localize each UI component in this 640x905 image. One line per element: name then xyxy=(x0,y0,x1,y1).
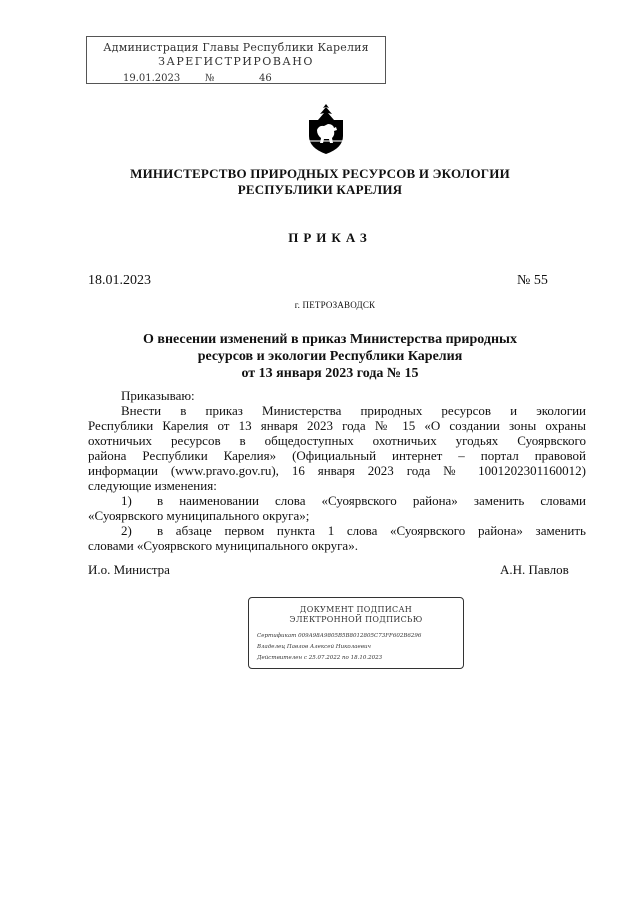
signatory-position: И.о. Министра xyxy=(88,562,170,577)
list-item-number: 1) xyxy=(121,493,132,508)
order-title xyxy=(60,331,600,382)
esig-certificate: Сертификат 009А98А9805В5В8012805С73FF602В6296 xyxy=(257,633,422,639)
stamp-date: 19.01.2023 xyxy=(123,73,181,84)
title-line2: ресурсов и экологии Республики Карелия xyxy=(197,349,463,364)
list-item-line: «Суоярвского муниципального округа»; xyxy=(88,508,310,523)
stamp-number: 46 xyxy=(259,73,272,84)
ministry-name-line1: МИНИСТЕРСТВО ПРИРОДНЫХ РЕСУРСОВ И ЭКОЛОГИИ xyxy=(130,166,510,181)
paragraph-line: Внести в приказ Министерства природных ресурсов и экологии xyxy=(121,403,586,418)
paragraph-line: следующие изменения: xyxy=(88,478,217,493)
esig-owner: Владелец Павлов Алексей Николаевич xyxy=(257,644,371,650)
stamp-authority: Администрация Главы Республики Карелия xyxy=(103,41,369,54)
order-word: Приказываю: xyxy=(121,388,195,403)
stamp-number-label: № xyxy=(205,73,215,84)
paragraph-line: Республики Карелия от 13 января 2023 года № 15 «О создании зоны охраны xyxy=(88,418,586,433)
paragraph-line: района Республики Карелия» (Официальный интернет – портал правовой xyxy=(88,448,586,463)
stamp-registered: ЗАРЕГИСТРИРОВАНО xyxy=(158,55,314,68)
coat-of-arms-icon xyxy=(303,104,349,154)
paragraph-line: охотничьих ресурсов в общедоступных охотничьих угодьях Суоярвского xyxy=(88,433,586,448)
ministry-header xyxy=(60,166,580,198)
esig-header-line1: ДОКУМЕНТ ПОДПИСАН xyxy=(299,605,413,614)
esig-validity: Действителен с 25.07.2022 по 18.10.2023 xyxy=(257,655,383,661)
esig-header-line2: ЭЛЕКТРОННОЙ ПОДПИСЬЮ xyxy=(289,615,423,624)
title-line3: от 13 января 2023 года № 15 xyxy=(241,366,419,381)
ministry-name-line2: РЕСПУБЛИКИ КАРЕЛИЯ xyxy=(237,182,403,197)
paragraph-line: информации (www.pravo.gov.ru), 16 января 2023 года № 1001202301160012) xyxy=(88,463,586,478)
list-item-line: словами «Суоярвского муниципального округа». xyxy=(88,538,358,553)
title-line1: О внесении изменений в приказ Министерства природных xyxy=(143,332,517,347)
order-date: 18.01.2023 xyxy=(88,273,151,288)
document-type: ПРИКАЗ xyxy=(288,230,372,245)
list-item-line: в абзаце первом пункта 1 слова «Суоярвского района» заменить xyxy=(157,523,586,538)
order-city: г. ПЕТРОЗАВОДСК xyxy=(294,300,376,310)
signatory-name: А.Н. Павлов xyxy=(500,562,569,577)
list-item-number: 2) xyxy=(121,523,132,538)
registration-stamp xyxy=(86,36,386,84)
electronic-signature-stamp xyxy=(248,597,464,669)
order-number: № 55 xyxy=(517,273,548,288)
list-item-line: в наименовании слова «Суоярвского района» заменить словами xyxy=(157,493,586,508)
